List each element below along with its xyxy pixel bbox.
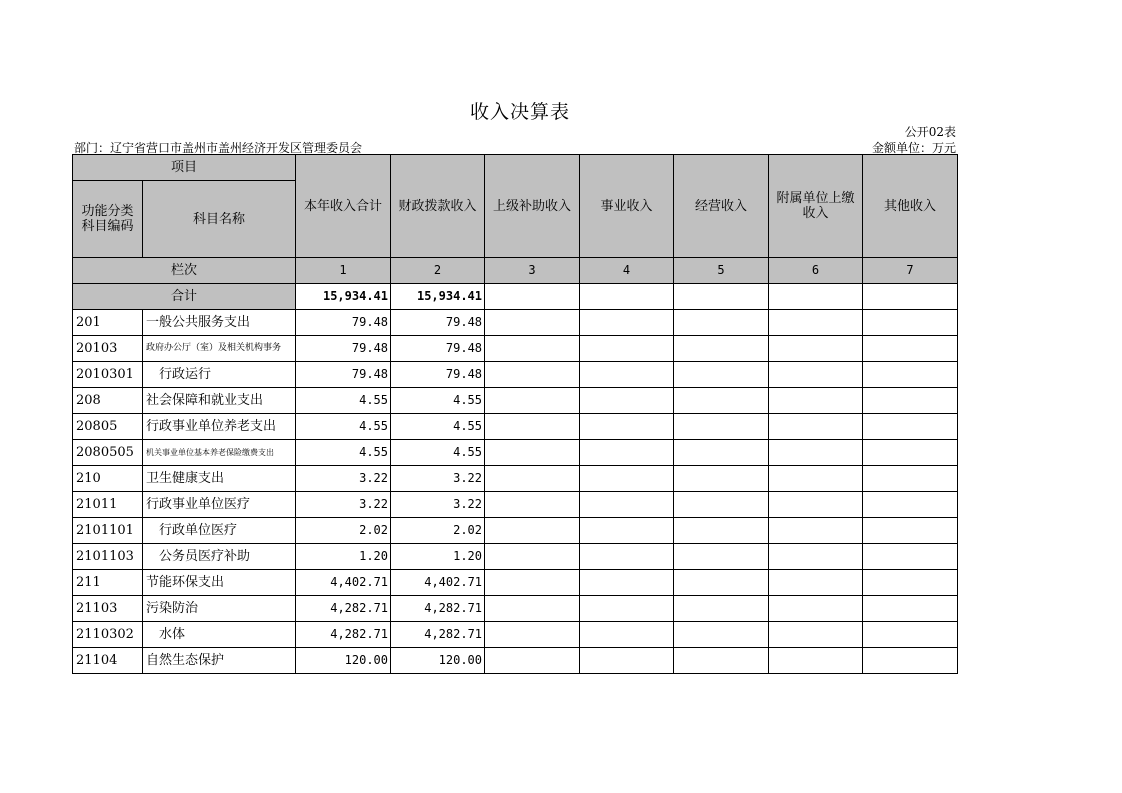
row-cell: 3.22	[296, 492, 391, 518]
row-cell	[580, 336, 674, 362]
header-item: 项目	[73, 155, 296, 181]
row-code: 21103	[73, 596, 143, 622]
row-cell	[769, 622, 863, 648]
row-cell: 4,282.71	[391, 622, 485, 648]
row-cell: 79.48	[296, 310, 391, 336]
table-row	[73, 388, 958, 414]
header-subject-name: 科目名称	[143, 181, 296, 258]
table-row	[73, 544, 958, 570]
row-cell	[485, 648, 580, 674]
row-cell	[674, 440, 769, 466]
row-cell	[485, 544, 580, 570]
row-cell	[485, 440, 580, 466]
row-cell	[863, 544, 958, 570]
table-row	[73, 362, 958, 388]
column-index-4: 4	[580, 258, 674, 284]
row-cell	[674, 388, 769, 414]
row-cell	[674, 362, 769, 388]
row-cell	[674, 518, 769, 544]
row-cell	[863, 440, 958, 466]
form-id: 公开02表	[904, 125, 956, 139]
row-cell	[485, 518, 580, 544]
table-row	[73, 596, 958, 622]
column-index-label: 栏次	[73, 258, 296, 284]
table-row	[73, 622, 958, 648]
row-cell	[674, 466, 769, 492]
row-cell: 4,402.71	[296, 570, 391, 596]
row-cell	[863, 336, 958, 362]
table-row	[73, 414, 958, 440]
row-cell	[769, 518, 863, 544]
row-cell: 4.55	[296, 388, 391, 414]
row-cell	[769, 570, 863, 596]
row-name: 行政单位医疗	[143, 518, 296, 544]
column-index-3: 3	[485, 258, 580, 284]
row-cell	[863, 518, 958, 544]
total-cell	[485, 284, 580, 310]
row-cell: 4.55	[391, 414, 485, 440]
row-cell	[863, 362, 958, 388]
total-cell: 15,934.41	[391, 284, 485, 310]
row-cell	[580, 388, 674, 414]
row-code: 20805	[73, 414, 143, 440]
row-cell	[769, 596, 863, 622]
table-row	[73, 492, 958, 518]
column-index-7: 7	[863, 258, 958, 284]
row-cell	[580, 518, 674, 544]
unit-label: 金额单位：万元	[871, 141, 956, 155]
total-cell	[863, 284, 958, 310]
row-cell	[863, 622, 958, 648]
row-name: 行政运行	[143, 362, 296, 388]
header-func-code: 功能分类科目编码	[73, 181, 143, 258]
row-cell	[863, 388, 958, 414]
row-cell: 120.00	[391, 648, 485, 674]
row-name: 水体	[143, 622, 296, 648]
row-name: 一般公共服务支出	[143, 310, 296, 336]
row-cell	[485, 570, 580, 596]
department-label: 部门：辽宁省营口市盖州市盖州经济开发区管理委员会	[74, 141, 363, 155]
header-col4: 事业收入	[580, 155, 674, 258]
row-cell	[863, 596, 958, 622]
row-cell	[769, 362, 863, 388]
row-name: 社会保障和就业支出	[143, 388, 296, 414]
row-cell	[674, 544, 769, 570]
column-index-5: 5	[674, 258, 769, 284]
row-name: 污染防治	[143, 596, 296, 622]
row-cell: 79.48	[391, 362, 485, 388]
header-col7: 其他收入	[863, 155, 958, 258]
row-cell	[769, 492, 863, 518]
row-cell: 79.48	[391, 336, 485, 362]
row-cell	[769, 440, 863, 466]
row-cell	[485, 388, 580, 414]
row-cell: 2.02	[296, 518, 391, 544]
row-name: 卫生健康支出	[143, 466, 296, 492]
row-cell: 4.55	[296, 440, 391, 466]
row-code: 20103	[73, 336, 143, 362]
row-code: 210	[73, 466, 143, 492]
table-row	[73, 336, 958, 362]
header-col5: 经营收入	[674, 155, 769, 258]
row-cell	[485, 336, 580, 362]
row-code: 2101101	[73, 518, 143, 544]
row-cell	[485, 622, 580, 648]
header-col6: 附属单位上缴收入	[769, 155, 863, 258]
row-name: 公务员医疗补助	[143, 544, 296, 570]
row-cell	[580, 648, 674, 674]
row-cell	[485, 310, 580, 336]
row-code: 2110302	[73, 622, 143, 648]
row-cell: 1.20	[296, 544, 391, 570]
row-cell: 3.22	[296, 466, 391, 492]
row-cell	[674, 414, 769, 440]
row-cell: 1.20	[391, 544, 485, 570]
row-cell	[674, 310, 769, 336]
column-index-2: 2	[391, 258, 485, 284]
row-name: 行政事业单位医疗	[143, 492, 296, 518]
total-cell	[769, 284, 863, 310]
row-cell	[580, 440, 674, 466]
page-title: 收入决算表	[469, 101, 570, 123]
row-cell	[769, 336, 863, 362]
row-cell	[485, 596, 580, 622]
row-cell	[674, 596, 769, 622]
row-cell: 4,282.71	[296, 622, 391, 648]
row-cell: 2.02	[391, 518, 485, 544]
row-cell	[674, 336, 769, 362]
row-cell	[485, 492, 580, 518]
row-cell: 4.55	[296, 414, 391, 440]
row-cell	[769, 310, 863, 336]
row-cell	[580, 466, 674, 492]
row-cell	[863, 570, 958, 596]
table-row	[73, 570, 958, 596]
total-cell: 15,934.41	[296, 284, 391, 310]
header-col3: 上级补助收入	[485, 155, 580, 258]
row-cell	[580, 544, 674, 570]
row-cell	[580, 492, 674, 518]
row-cell	[674, 622, 769, 648]
row-cell	[769, 466, 863, 492]
row-code: 2101103	[73, 544, 143, 570]
total-row	[73, 284, 958, 310]
row-code: 208	[73, 388, 143, 414]
row-code: 21104	[73, 648, 143, 674]
row-cell: 4.55	[391, 388, 485, 414]
row-cell	[674, 570, 769, 596]
row-cell	[580, 414, 674, 440]
table-row	[73, 310, 958, 336]
row-cell: 79.48	[296, 362, 391, 388]
row-code: 201	[73, 310, 143, 336]
row-cell	[485, 362, 580, 388]
header-col2: 财政拨款收入	[391, 155, 485, 258]
total-cell	[674, 284, 769, 310]
row-code: 2010301	[73, 362, 143, 388]
table-row	[73, 518, 958, 544]
row-cell	[769, 648, 863, 674]
row-name: 机关事业单位基本养老保险缴费支出	[143, 440, 296, 466]
row-cell	[580, 622, 674, 648]
row-cell	[863, 648, 958, 674]
row-cell: 79.48	[391, 310, 485, 336]
row-cell	[485, 414, 580, 440]
row-cell: 3.22	[391, 492, 485, 518]
row-cell	[863, 414, 958, 440]
row-code: 2080505	[73, 440, 143, 466]
row-cell	[863, 492, 958, 518]
row-cell	[580, 570, 674, 596]
table-row	[73, 466, 958, 492]
row-cell	[863, 466, 958, 492]
row-cell	[769, 544, 863, 570]
row-cell	[580, 362, 674, 388]
row-name: 自然生态保护	[143, 648, 296, 674]
table-row	[73, 648, 958, 674]
table-row	[73, 440, 958, 466]
row-cell	[769, 388, 863, 414]
row-name: 节能环保支出	[143, 570, 296, 596]
row-cell: 4,282.71	[391, 596, 485, 622]
income-table	[72, 154, 958, 674]
row-cell: 120.00	[296, 648, 391, 674]
total-label: 合计	[73, 284, 296, 310]
row-cell: 4,282.71	[296, 596, 391, 622]
row-name: 政府办公厅（室）及相关机构事务	[143, 336, 296, 362]
row-cell	[674, 492, 769, 518]
row-cell: 79.48	[296, 336, 391, 362]
row-cell: 3.22	[391, 466, 485, 492]
row-cell	[769, 414, 863, 440]
row-cell: 4.55	[391, 440, 485, 466]
row-code: 21011	[73, 492, 143, 518]
header-col1: 本年收入合计	[296, 155, 391, 258]
row-code: 211	[73, 570, 143, 596]
row-cell: 4,402.71	[391, 570, 485, 596]
row-cell	[485, 466, 580, 492]
row-cell	[863, 310, 958, 336]
column-index-1: 1	[296, 258, 391, 284]
row-cell	[580, 596, 674, 622]
row-cell	[674, 648, 769, 674]
row-name: 行政事业单位养老支出	[143, 414, 296, 440]
total-cell	[580, 284, 674, 310]
column-index-6: 6	[769, 258, 863, 284]
row-cell	[580, 310, 674, 336]
